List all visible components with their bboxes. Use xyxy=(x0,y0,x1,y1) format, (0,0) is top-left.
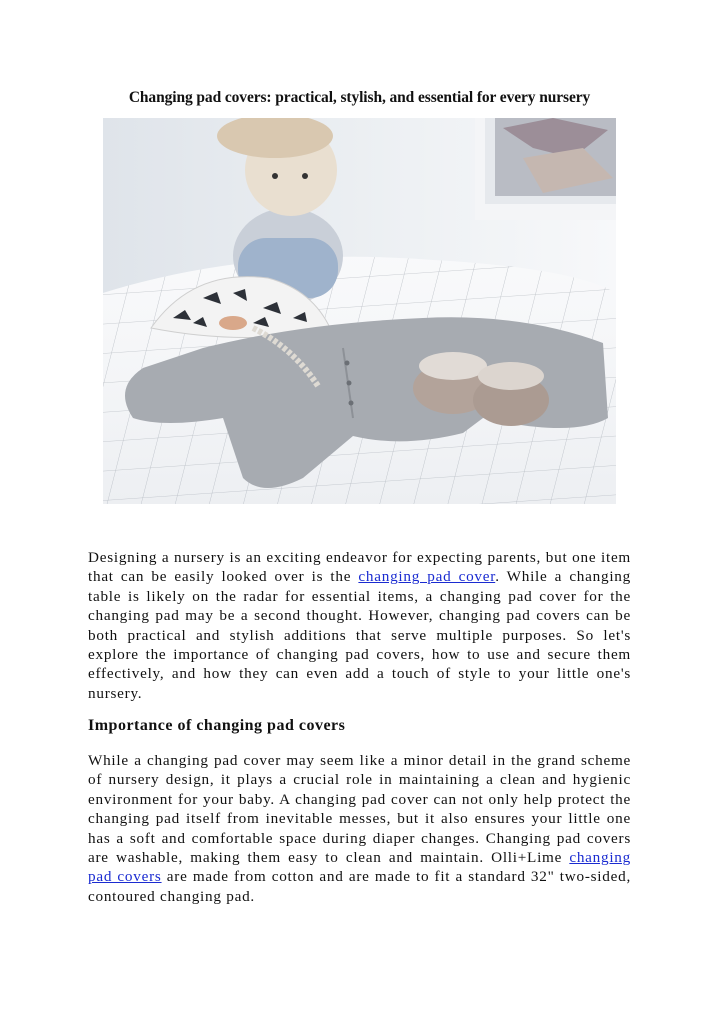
changing-pad-cover-link[interactable]: changing pad cover xyxy=(358,568,496,586)
page-title: Changing pad covers: practical, stylish, and essential for every nursery xyxy=(128,89,591,106)
section-text-before-link: While a changing pad cover may seem like a minor detail in the grand scheme of nursery design, it plays a crucial role in maintaining a clean and hygienic environment for your baby. A changing pad cover can not only help protect the changing pad itself from inevitable messes, but it also ensures your little one has a soft and comfortable space during diaper changes. Changing pad covers are washable, making them easy to clean and maintain. Olli+Lime xyxy=(88,752,631,867)
changing-pad-covers-link[interactable]: changing pad covers xyxy=(88,849,631,886)
section-paragraph xyxy=(88,751,631,906)
intro-paragraph xyxy=(88,548,631,703)
section-text-after-link: are made from cotton and are made to fit a standard 32" two-sided, contoured changing pad. xyxy=(88,868,631,905)
intro-text-before-link: Designing a nursery is an exciting endeavor for expecting parents, but one item that can be easily looked over is the xyxy=(88,549,631,586)
section-heading: Importance of changing pad covers xyxy=(88,717,346,734)
nursery-photo-illustration xyxy=(103,118,616,504)
nursery-photo xyxy=(103,118,616,504)
intro-text-after-link: . While a changing table is likely on the radar for essential items, a changing pad cover for the changing pad may be a second thought. However, changing pad covers can be both practical and stylish additions that serve multiple purposes. So let's explore the importance of changing pad covers, how to use and secure them effectively, and how they can even add a touch of style to your little one's nursery. xyxy=(88,568,631,702)
